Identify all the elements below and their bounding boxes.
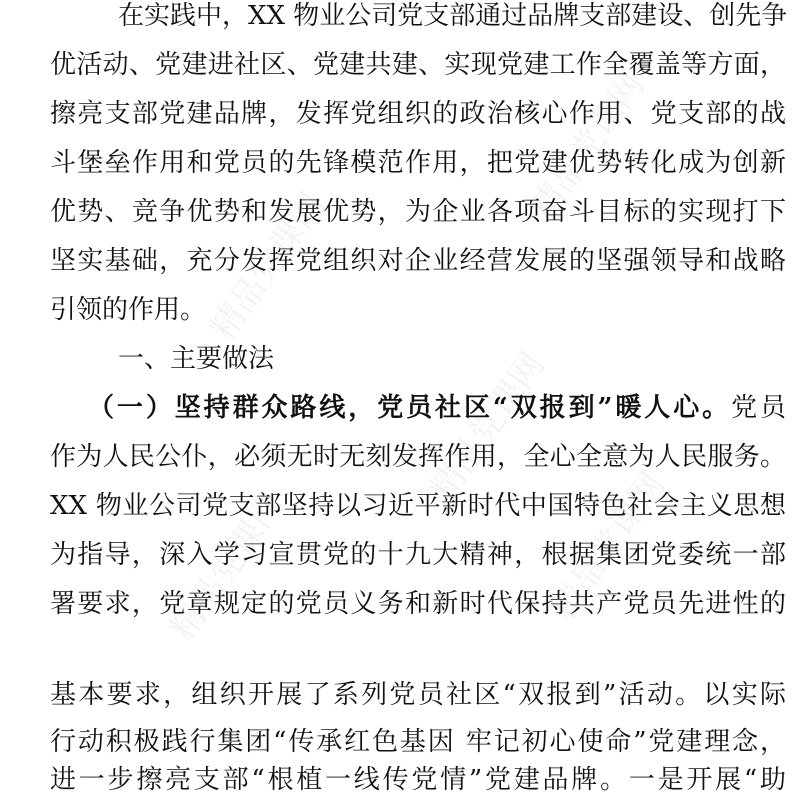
paragraph-line: 优活动、党建进社区、党建共建、实现党建工作全覆盖等方面， xyxy=(50,50,786,80)
watermark-4: 精品党课网 xyxy=(162,485,294,648)
watermark-2: 精品党课网 xyxy=(522,65,654,228)
paragraph-line: 斗堡垒作用和党员的先锋模范作用，把党建优势转化成为创新 xyxy=(50,148,786,178)
paragraph-line: 进一步擦亮支部“根植一线传党情”党建品牌。一是开展“助 xyxy=(50,765,786,795)
paragraph-line: 为指导，深入学习宣贯党的十九大精神，根据集团党委统一部 xyxy=(50,540,786,570)
paragraph-line: 行动积极践行集团“传承红色基因 牢记初心使命”党建理念， xyxy=(50,727,786,757)
paragraph-line: 作为人民公仆，必须无时无刻发挥作用，全心全意为人民服务。 xyxy=(50,442,786,472)
watermark-5: 精品党课网 xyxy=(542,465,674,628)
subheading-title: （一）坚持群众路线，党员社区“双报到”暖人心。 xyxy=(88,393,732,423)
paragraph-line: XX 物业公司党支部坚持以习近平新时代中国特色社会主义思想 xyxy=(50,491,786,521)
watermark-1: 精品党课网 xyxy=(202,185,334,348)
paragraph-line: 署要求，党章规定的党员义务和新时代保持共产党员先进性的 xyxy=(50,589,786,619)
watermark-3: 精品党课网 xyxy=(422,345,554,508)
paragraph-line: 坚实基础，充分发挥党组织对企业经营发展的坚强领导和战略 xyxy=(50,246,786,276)
paragraph-line: 基本要求，组织开展了系列党员社区“双报到”活动。以实际 xyxy=(50,680,786,710)
subheading-rest: 党员 xyxy=(731,393,786,423)
paragraph-line: 擦亮支部党建品牌，发挥党组织的政治核心作用、党支部的战 xyxy=(50,99,786,129)
section-heading: 一、主要做法 xyxy=(118,344,275,374)
paragraph-line: 在实践中，XX 物业公司党支部通过品牌支部建设、创先争 xyxy=(118,1,788,31)
subheading-line xyxy=(88,388,786,428)
paragraph-line: 优势、竞争优势和发展优势，为企业各项奋斗目标的实现打下 xyxy=(50,197,786,227)
paragraph-line: 引领的作用。 xyxy=(50,295,207,325)
